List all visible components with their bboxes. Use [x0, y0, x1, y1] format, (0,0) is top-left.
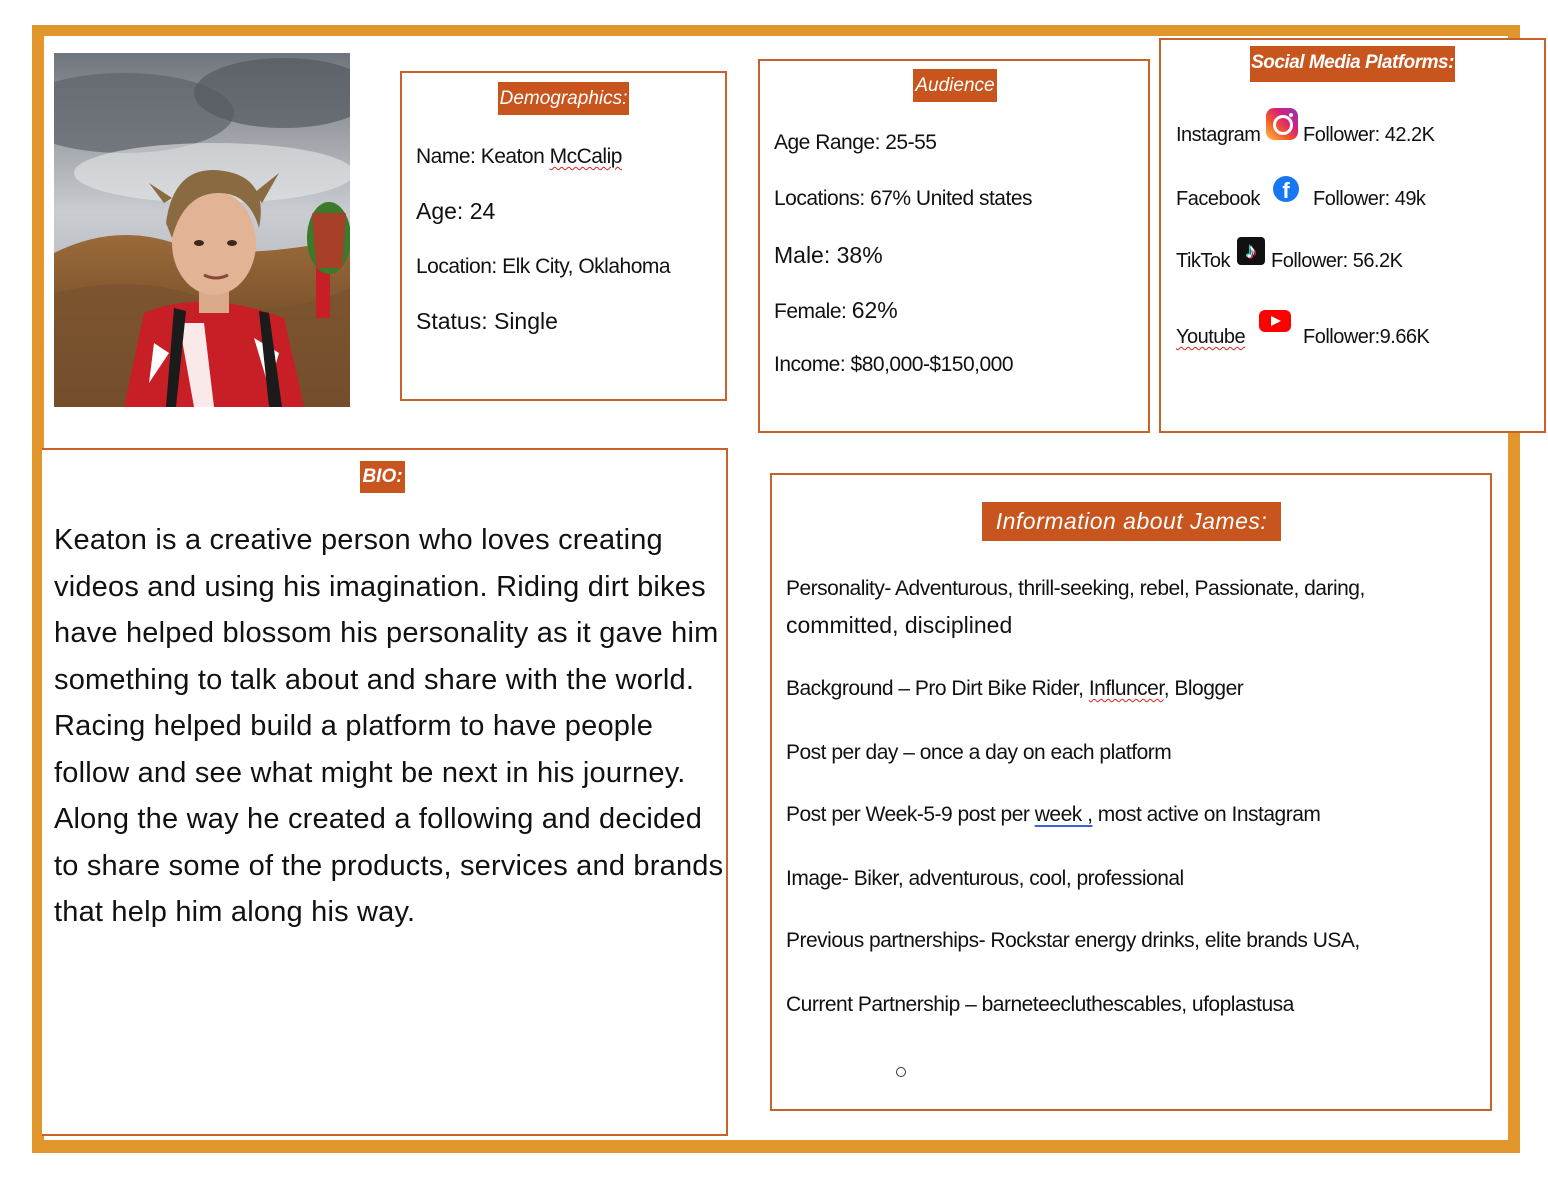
background-influencer: Influncer — [1088, 677, 1164, 700]
bio-line: to share some of the products, services and brands — [54, 849, 724, 882]
youtube-icon — [1259, 310, 1291, 332]
bio-heading: BIO: — [360, 461, 405, 493]
background-pre: Background – Pro Dirt Bike Rider, — [786, 677, 1089, 700]
facebook-label: Facebook — [1176, 188, 1260, 210]
bio-line: have helped blossom his personality as it gave him — [54, 617, 719, 649]
info-heading: Information about James: — [982, 502, 1281, 541]
name-last: McCalip — [549, 145, 622, 168]
demographics-location: Location: Elk City, Oklahoma — [416, 255, 671, 278]
female-label: Female: — [774, 300, 852, 323]
audience-income: Income: $80,000-$150,000 — [774, 353, 1014, 376]
demographics-heading: Demographics: — [498, 82, 629, 115]
tiktok-followers: Follower: 56.2K — [1271, 250, 1403, 272]
facebook-followers: Follower: 49k — [1313, 188, 1426, 210]
info-previous-partnerships: Previous partnerships- Rockstar energy drinks, elite brands USA, — [786, 929, 1360, 952]
post-week-pre: Post per Week-5-9 post per — [786, 803, 1035, 826]
info-post-per-week — [786, 803, 1320, 827]
youtube-followers: Follower:9.66K — [1303, 326, 1430, 348]
info-background — [786, 677, 1243, 701]
profile-photo — [54, 53, 350, 407]
bio-text — [54, 517, 724, 936]
bio-line: that help him along his way. — [54, 896, 416, 928]
bio-line: Keaton is a creative person who loves creating — [54, 524, 663, 556]
instagram-icon — [1266, 108, 1298, 140]
name-first: Keaton — [480, 145, 550, 168]
info-image: Image- Biker, adventurous, cool, professional — [786, 867, 1184, 890]
info-personality-line1: Personality- Adventurous, thrill-seeking, rebel, Passionate, daring, — [786, 577, 1365, 600]
empty-bullet-icon — [896, 1067, 906, 1077]
info-current-partnership: Current Partnership – barneteecluthescables, ufoplastusa — [786, 993, 1294, 1016]
name-label: Name: — [416, 145, 481, 168]
demographics-name — [416, 145, 622, 169]
instagram-followers: Follower: 42.2K — [1303, 124, 1435, 146]
post-week-post: most active on Instagram — [1092, 803, 1321, 826]
facebook-icon: f — [1273, 176, 1299, 202]
demographics-status: Status: Single — [416, 308, 558, 334]
profile-photo-image — [54, 53, 350, 407]
info-post-per-day: Post per day – once a day on each platform — [786, 741, 1172, 764]
audience-female — [774, 297, 898, 324]
info-personality-line2: committed, disciplined — [786, 612, 1013, 638]
female-value: 62% — [851, 297, 898, 323]
audience-locations: Locations: 67% United states — [774, 187, 1032, 210]
tiktok-icon: ♪ — [1237, 237, 1265, 265]
bio-line: videos and using his imagination. Riding dirt bikes — [54, 570, 706, 603]
bio-line: Along the way he created a following and decided — [54, 803, 703, 835]
social-heading: Social Media Platforms: — [1250, 46, 1455, 82]
demographics-card — [400, 71, 727, 401]
tiktok-label: TikTok — [1176, 250, 1231, 272]
social-card — [1159, 38, 1546, 433]
background-post: , Blogger — [1163, 677, 1244, 700]
bio-line: something to talk about and share with the world. — [54, 663, 695, 696]
bio-line: follow and see what might be next in his journey. — [54, 756, 686, 789]
bio-line: Racing helped build a platform to have people — [54, 710, 654, 742]
youtube-label: Youtube — [1176, 326, 1246, 348]
audience-male: Male: 38% — [774, 242, 883, 268]
demographics-age: Age: 24 — [416, 198, 496, 224]
post-week-mid: week , — [1034, 803, 1093, 826]
audience-heading: Audience — [913, 69, 997, 102]
instagram-label: Instagram — [1176, 124, 1261, 146]
audience-age-range: Age Range: 25-55 — [774, 131, 937, 154]
